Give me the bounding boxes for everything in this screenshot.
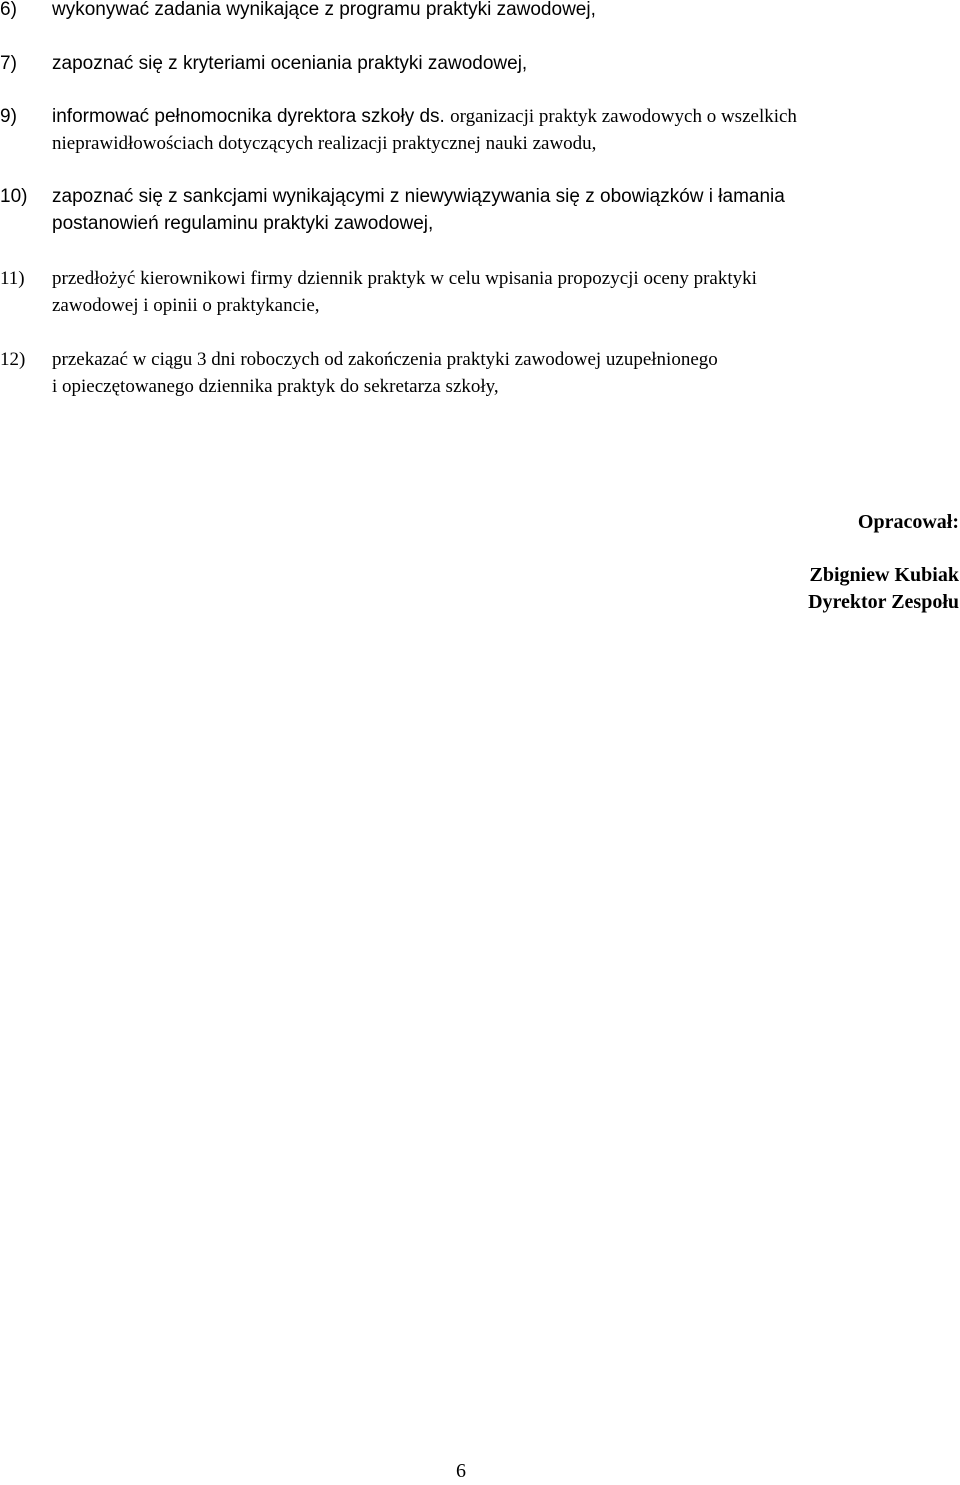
list-item [0, 0, 950, 23]
list-item-line-part: organizacji praktyk zawodowych o wszelkich [450, 106, 797, 127]
signature-name: Zbigniew Kubiak [809, 564, 959, 586]
list-item-line: nieprawidłowościach dotyczących realizacji praktycznej nauki zawodu, [52, 133, 597, 154]
page-number: 6 [456, 1460, 466, 1482]
list-item-line: zawodowej i opinii o praktykancie, [52, 295, 320, 316]
list-item-text [52, 346, 950, 400]
list-item [0, 265, 950, 319]
signature-title: Dyrektor Zespołu [808, 591, 959, 613]
list-item-line: zapoznać się z sankcjami wynikającymi z niewywiązywania się z obowiązków i łamania [52, 186, 785, 207]
list-item-line: postanowień regulaminu praktyki zawodowej, [52, 213, 434, 234]
list-item-number: 11) [0, 268, 25, 289]
list-item-text [52, 265, 950, 319]
list-item [0, 103, 950, 157]
list-item-number: 12) [0, 349, 26, 370]
list-item-number: 10) [0, 186, 28, 207]
list-item-line: przedłożyć kierownikowi firmy dziennik praktyk w celu wpisania propozycji oceny praktyki [52, 268, 757, 289]
list-item-line: przekazać w ciągu 3 dni roboczych od zakończenia praktyki zawodowej uzupełnionego [52, 349, 718, 370]
list-item-line: zapoznać się z kryteriami oceniania praktyki zawodowej, [52, 53, 528, 74]
list-item-line-part: informować pełnomocnika dyrektora szkoły ds. [52, 106, 445, 127]
list-item-text [52, 0, 950, 23]
list-item-line: wykonywać zadania wynikające z programu praktyki zawodowej, [52, 0, 596, 20]
list-item [0, 346, 950, 400]
list-item [0, 50, 950, 77]
list-item-line [52, 103, 950, 130]
list-item-number: 9) [0, 106, 17, 127]
list-item-text [52, 103, 950, 157]
signature-label: Opracował: [857, 511, 959, 533]
list-item-number: 6) [0, 0, 17, 20]
list-item-text [52, 50, 950, 77]
list-item-number: 7) [0, 53, 17, 74]
list-item-line: i opieczętowanego dziennika praktyk do sekretarza szkoły, [52, 376, 499, 397]
list-item [0, 183, 950, 237]
list-item-text [52, 183, 950, 237]
